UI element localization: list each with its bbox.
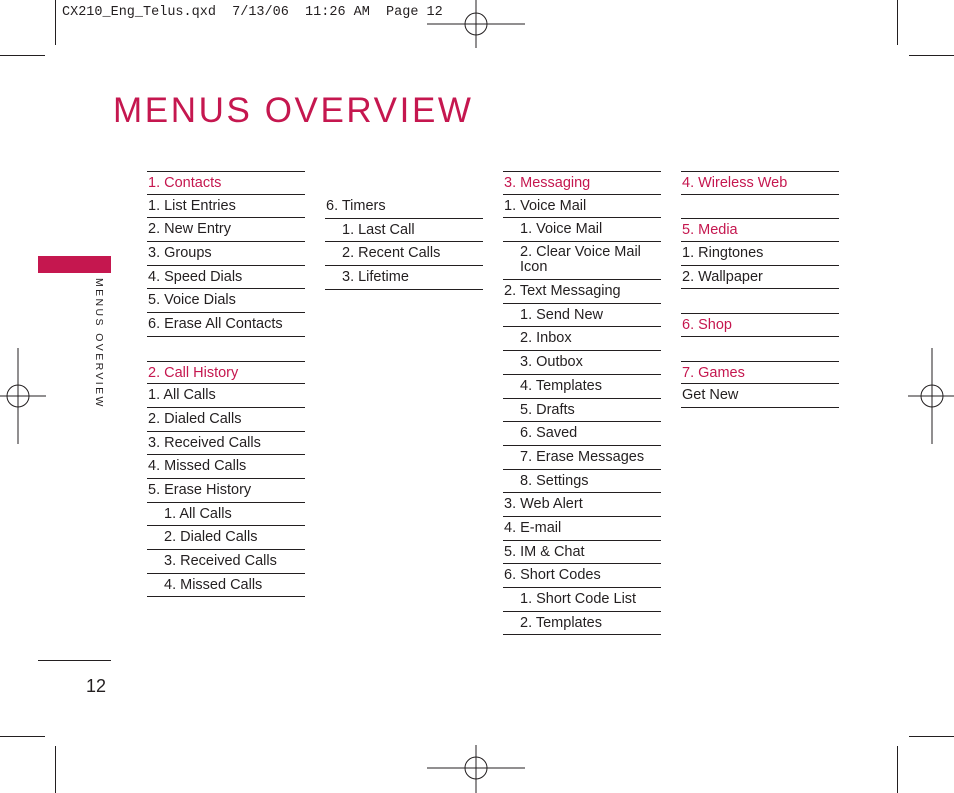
menu-item-label: 3. Received Calls	[148, 434, 261, 451]
crop-mark-bottom-right-v	[897, 746, 898, 793]
page-number-rule	[38, 660, 111, 661]
menu-item-label: 2. Dialed Calls	[164, 529, 258, 546]
menu-item	[325, 219, 483, 243]
menu-item	[503, 446, 661, 470]
menu-item-label: 2. Recent Calls	[342, 245, 441, 262]
menu-item-label: 3. Received Calls	[164, 553, 277, 569]
menu-item-label: 5. Drafts	[520, 401, 575, 418]
menu-item	[147, 218, 305, 242]
menu-item-label: 3. Lifetime	[342, 269, 409, 286]
menu-item-label: 4. Templates	[520, 377, 602, 394]
side-section-label: MENUS OVERVIEW	[93, 278, 105, 409]
crop-mark-top-left-v	[55, 0, 56, 45]
menu-item-label: 2. Inbox	[520, 330, 572, 347]
menu-item	[325, 242, 483, 266]
menu-spacer	[681, 337, 839, 361]
crop-mark-top-right-v	[897, 0, 898, 45]
menu-column-4	[681, 171, 839, 408]
menu-item-label: 1. Short Code List	[520, 591, 637, 607]
menu-item-label: 2. Clear Voice Mail Icon	[520, 244, 641, 276]
menu-item-label: 2. Call History	[148, 364, 239, 381]
menu-item-label: 1. Voice Mail	[520, 221, 603, 238]
menu-item-label: 2. Text Messaging	[504, 283, 621, 300]
menu-item	[147, 503, 305, 527]
menu-item	[681, 384, 839, 408]
menu-spacer	[681, 195, 839, 219]
menu-heading	[681, 313, 839, 337]
registration-mark-bottom-icon	[427, 745, 525, 793]
menu-item-label: 6. Short Codes	[504, 567, 601, 584]
menu-item	[503, 470, 661, 494]
menu-item	[147, 408, 305, 432]
menu-item	[147, 432, 305, 456]
menu-item-label: 7. Erase Messages	[520, 448, 645, 465]
menu-item-label: 3. Groups	[148, 245, 212, 262]
menu-item	[147, 455, 305, 479]
menu-item	[147, 479, 305, 503]
menu-item	[503, 493, 661, 517]
menu-item	[147, 574, 305, 598]
menu-item	[503, 242, 661, 280]
menu-item	[503, 422, 661, 446]
menu-item	[503, 195, 661, 219]
menu-item-label: 1. All Calls	[164, 505, 232, 522]
menu-column-2	[325, 195, 483, 290]
menu-column-1	[147, 171, 305, 597]
page-number: 12	[86, 676, 107, 696]
menu-item-label: 1. Send New	[520, 306, 604, 323]
menu-item	[147, 195, 305, 219]
menu-item	[681, 242, 839, 266]
menu-item	[325, 195, 483, 219]
registration-mark-top-icon	[427, 0, 525, 48]
menu-column-3	[503, 171, 661, 635]
menu-item-label: 2. Dialed Calls	[148, 410, 242, 427]
menu-heading	[681, 361, 839, 385]
menu-item-label: 5. Voice Dials	[148, 292, 236, 309]
menu-item-label: 6. Shop	[682, 317, 732, 334]
menu-item	[147, 313, 305, 337]
menu-item	[503, 327, 661, 351]
menu-item-label: 3. Web Alert	[504, 496, 583, 513]
menu-item	[147, 526, 305, 550]
menu-item	[147, 242, 305, 266]
menu-item-label: 1. Contacts	[148, 175, 222, 191]
menu-item-label: 1. All Calls	[148, 387, 216, 404]
menu-item	[503, 375, 661, 399]
crop-mark-bottom-left-v	[55, 746, 56, 793]
crop-mark-top-left-h	[0, 55, 45, 56]
menu-item-label: 4. Speed Dials	[148, 268, 243, 285]
menu-item-label: 1. Last Call	[342, 221, 415, 238]
menu-item	[503, 304, 661, 328]
menu-item-label: 4. Wireless Web	[682, 175, 788, 191]
menu-item-label: 5. IM & Chat	[504, 543, 585, 560]
menu-item-label: 2. Templates	[520, 614, 602, 631]
menu-item	[503, 564, 661, 588]
menu-spacer	[147, 337, 305, 361]
menu-item	[503, 517, 661, 541]
menu-item	[147, 550, 305, 574]
crop-mark-bottom-left-h	[0, 736, 45, 737]
menu-item	[503, 280, 661, 304]
menu-item-label: 1. Ringtones	[682, 245, 764, 262]
menu-item-label: 3. Messaging	[504, 175, 591, 191]
menu-item-label: Get New	[682, 387, 739, 404]
menu-item-label: 4. Missed Calls	[148, 458, 247, 475]
menu-heading	[681, 171, 839, 195]
menu-heading	[147, 361, 305, 385]
menu-item-label: 6. Timers	[326, 198, 386, 214]
menu-item	[681, 266, 839, 290]
menu-heading	[147, 171, 305, 195]
menu-item-label: 1. Voice Mail	[504, 197, 587, 214]
menu-heading	[681, 218, 839, 242]
menu-item-label: 5. Erase History	[148, 481, 252, 498]
menu-item	[147, 289, 305, 313]
menu-item-label: 4. E-mail	[504, 519, 562, 536]
menu-item	[503, 541, 661, 565]
menu-item-label: 4. Missed Calls	[164, 576, 263, 593]
menu-item-label: 5. Media	[682, 222, 738, 239]
menu-item-label: 6. Saved	[520, 425, 578, 442]
registration-mark-right-icon	[908, 348, 954, 444]
crop-mark-top-right-h	[909, 55, 954, 56]
menu-item	[147, 384, 305, 408]
section-tab	[38, 256, 111, 273]
page-title: MENUS OVERVIEW	[113, 91, 474, 130]
menu-item	[325, 266, 483, 290]
menu-item	[503, 588, 661, 612]
menu-item-label: 6. Erase All Contacts	[148, 316, 283, 333]
print-slug: CX210_Eng_Telus.qxd 7/13/06 11:26 AM Page 12	[62, 5, 443, 20]
menu-item-label: 8. Settings	[520, 472, 589, 489]
menu-item	[503, 612, 661, 636]
menu-spacer	[681, 289, 839, 313]
menu-item	[503, 351, 661, 375]
menu-item-label: 2. Wallpaper	[682, 268, 763, 285]
menu-item	[503, 218, 661, 242]
crop-mark-bottom-right-h	[909, 736, 954, 737]
menu-item	[147, 266, 305, 290]
menu-item	[503, 399, 661, 423]
menu-item-label: 7. Games	[682, 364, 745, 381]
menu-item-label: 2. New Entry	[148, 221, 231, 238]
menu-heading	[503, 171, 661, 195]
menu-item-label: 1. List Entries	[148, 197, 236, 214]
menu-item-label: 3. Outbox	[520, 354, 583, 371]
registration-mark-left-icon	[0, 348, 46, 444]
